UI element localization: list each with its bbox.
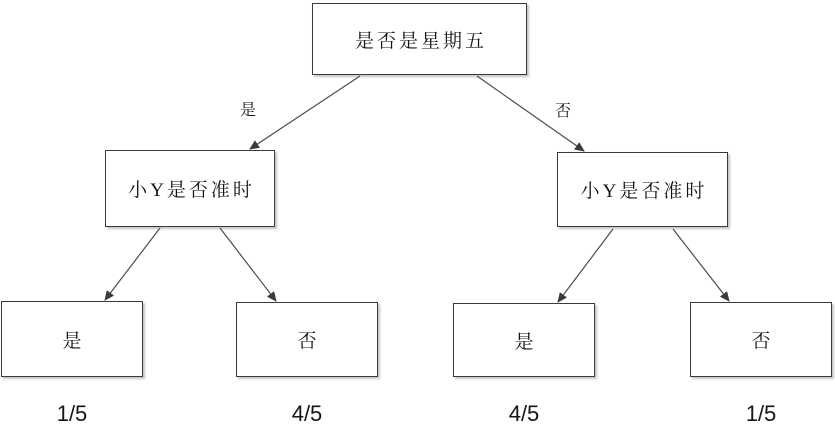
leaf-node-yes-2 [453, 303, 595, 377]
leaf-node-no-1 [236, 302, 378, 377]
probability-value-4: 1/5 [745, 401, 777, 426]
leaf-label: 是 [62, 330, 85, 352]
node-right-label: 小Y是否准时 [580, 181, 708, 202]
node-left-is-y-on-time [105, 150, 275, 227]
edge-right-to-leaf4-arrow [673, 229, 729, 301]
edge-root-to-left-arrow [250, 76, 360, 149]
branch-label-no: 否 [554, 103, 571, 120]
probability-value-2: 4/5 [291, 401, 323, 426]
edge-left-to-leaf2-arrow [220, 228, 276, 301]
root-node-label: 是否是星期五 [354, 30, 487, 52]
leaf-label: 是 [514, 331, 537, 353]
edge-right-to-leaf3-arrow [558, 229, 613, 302]
node-left-label: 小Y是否准时 [128, 180, 255, 201]
probability-value-3: 4/5 [508, 401, 540, 426]
node-right-is-y-on-time [557, 152, 728, 227]
leaf-label: 否 [297, 331, 320, 352]
edge-left-to-leaf1-arrow [105, 228, 160, 300]
leaf-node-no-2 [690, 302, 832, 377]
branch-label-yes: 是 [239, 102, 256, 119]
leaf-label: 否 [751, 331, 774, 352]
probability-value-1: 1/5 [56, 401, 88, 426]
leaf-node-yes-1 [1, 301, 143, 377]
root-node-is-it-friday [312, 3, 527, 75]
